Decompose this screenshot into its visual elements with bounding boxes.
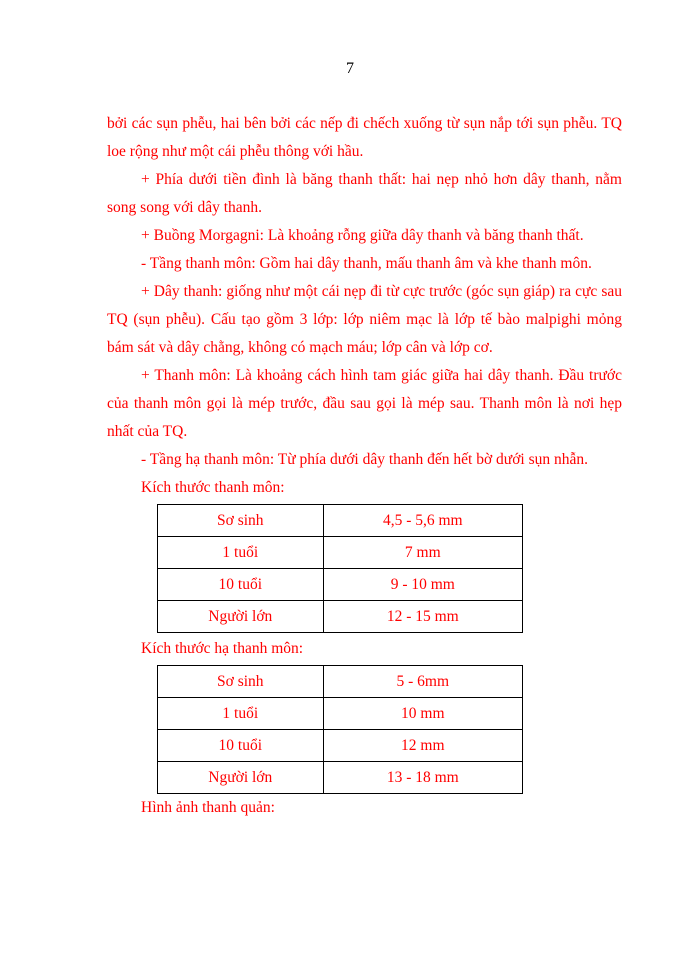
table-cell-age: 1 tuổi [158,698,324,730]
table-cell-size: 12 mm [323,730,522,762]
table-cell-size: 5 - 6mm [323,666,522,698]
table-cell-age: Người lớn [158,762,324,794]
paragraph-tang-ha-thanh-mon: - Tầng hạ thanh môn: Từ phía dưới dây thanh đến hết bờ dưới sụn nhẫn. [141,451,588,468]
table-row [158,730,523,762]
table-cell-size: 12 - 15 mm [323,601,522,633]
figure-caption-label: Hình ảnh thanh quản: [141,799,275,816]
table-cell-size: 7 mm [323,537,522,569]
table-row [158,505,523,537]
table-row [158,698,523,730]
paragraph-day-thanh: + Dây thanh: giống như một cái nẹp đi từ cực trước (góc sụn giáp) ra cực sau TQ (sụn phễu). Cấu tạo gồm 3 lớp: lớp niêm mạc là lớp tế bào malpighi mỏng bám sát và dây chằng, không có mạch máu; lớp cân và lớp cơ. [107,283,622,356]
paragraph-bang-thanh-that: + Phía dưới tiền đình là băng thanh thất: hai nẹp nhỏ hơn dây thanh, nằm song song với dây thanh. [107,171,622,216]
table-cell-age: 10 tuổi [158,569,324,601]
table-row [158,537,523,569]
paragraph-thanh-mon: + Thanh môn: Là khoảng cách hình tam giác giữa hai dây thanh. Đầu trước của thanh môn gọi là mép trước, đầu sau gọi là mép sau. Thanh môn là nơi hẹp nhất của TQ. [107,367,622,440]
table-row [158,762,523,794]
table-cell-size: 4,5 - 5,6 mm [323,505,522,537]
table-subglottis-size [157,665,523,794]
table-cell-age: 10 tuổi [158,730,324,762]
table1-title: Kích thước thanh môn: [141,479,285,496]
paragraph-tang-thanh-mon: - Tầng thanh môn: Gồm hai dây thanh, mấu thanh âm và khe thanh môn. [141,255,592,272]
table-row [158,666,523,698]
page-body [107,110,622,822]
paragraph-buong-morgagni: + Buồng Morgagni: Là khoảng rỗng giữa dây thanh và băng thanh thất. [141,227,584,244]
table2-title: Kích thước hạ thanh môn: [141,640,304,657]
table-row [158,601,523,633]
page-number: 7 [346,60,354,77]
table-cell-age: Người lớn [158,601,324,633]
table-cell-size: 13 - 18 mm [323,762,522,794]
table-row [158,569,523,601]
table-cell-age: Sơ sinh [158,505,324,537]
paragraph-continuation: bởi các sụn phễu, hai bên bởi các nếp đi chếch xuống từ sụn nắp tới sụn phễu. TQ loe rộng như một cái phễu thông với hầu. [107,115,622,160]
table-glottis-size [157,504,523,633]
table-cell-age: 1 tuổi [158,537,324,569]
table-cell-size: 9 - 10 mm [323,569,522,601]
table-cell-age: Sơ sinh [158,666,324,698]
table-cell-size: 10 mm [323,698,522,730]
